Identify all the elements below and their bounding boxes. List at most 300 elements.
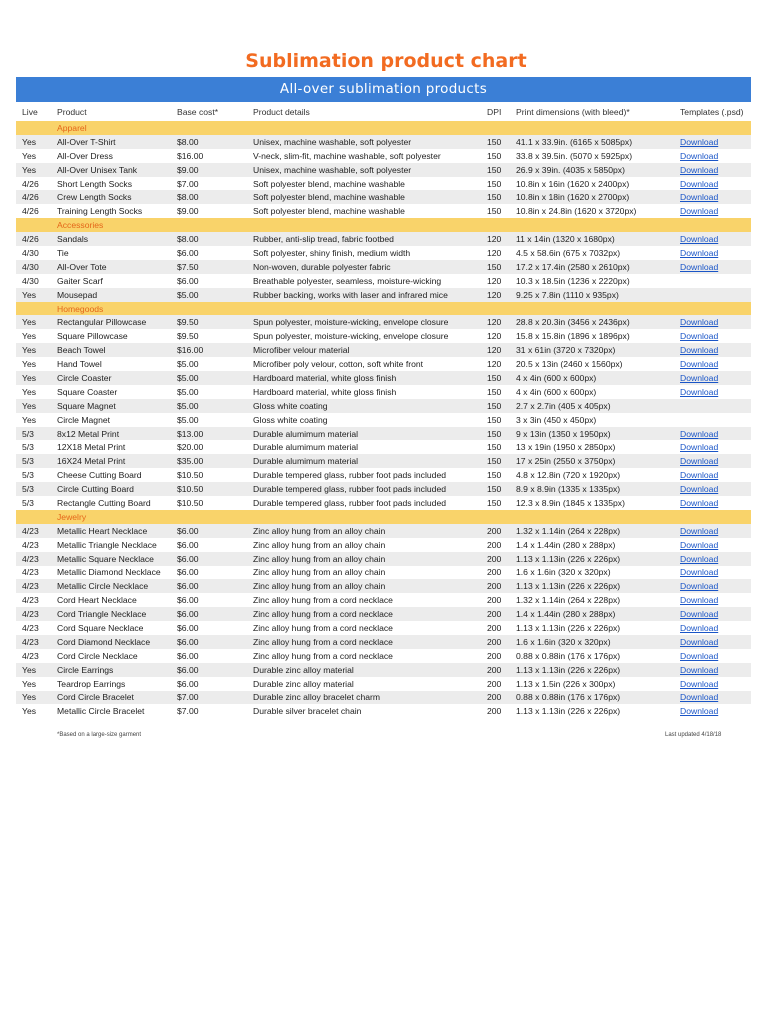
download-template-link[interactable]: Download [680, 553, 719, 564]
download-template-link[interactable]: Download [680, 317, 719, 328]
cell-dpi: 150 [481, 149, 510, 163]
download-template-link[interactable]: Download [680, 650, 719, 661]
cell-base-cost: $7.50 [171, 260, 247, 274]
cell-dpi: 200 [481, 552, 510, 566]
section-row [16, 510, 751, 524]
table-row [16, 260, 751, 274]
download-template-link[interactable]: Download [680, 636, 719, 647]
cell-template [674, 413, 751, 427]
cell-template [674, 288, 751, 302]
cell-template [674, 204, 751, 218]
cell-live: 5/3 [16, 440, 51, 454]
cell-live: 5/3 [16, 496, 51, 510]
cell-product: Mousepad [51, 288, 171, 302]
cell-base-cost: $9.00 [171, 204, 247, 218]
table-row [16, 538, 751, 552]
cell-details: Soft polyester blend, machine washable [247, 177, 481, 191]
cell-print-dimensions: 9.25 x 7.8in (1110 x 935px) [510, 288, 674, 302]
cell-base-cost: $16.00 [171, 343, 247, 357]
cell-details: Breathable polyester, seamless, moisture-wicking [247, 274, 481, 288]
cell-base-cost: $7.00 [171, 691, 247, 705]
cell-product: 8x12 Metal Print [51, 427, 171, 441]
cell-details: Microfiber velour material [247, 343, 481, 357]
cell-dpi: 120 [481, 315, 510, 329]
cell-base-cost: $6.00 [171, 579, 247, 593]
cell-live: 4/26 [16, 190, 51, 204]
cell-print-dimensions: 17.2 x 17.4in (2580 x 2610px) [510, 260, 674, 274]
table-row [16, 163, 751, 177]
table-row [16, 552, 751, 566]
cell-template [674, 607, 751, 621]
table-row [16, 663, 751, 677]
download-template-link[interactable]: Download [680, 331, 719, 342]
download-template-link[interactable]: Download [680, 484, 719, 495]
cell-details: Rubber, anti-slip tread, fabric footbed [247, 232, 481, 246]
cell-print-dimensions: 3 x 3in (450 x 450px) [510, 413, 674, 427]
header-dpi: DPI [487, 107, 502, 117]
download-template-link[interactable]: Download [680, 664, 719, 675]
cell-dpi: 200 [481, 704, 510, 718]
cell-live: 4/23 [16, 579, 51, 593]
cell-product: Metallic Triangle Necklace [51, 538, 171, 552]
cell-product: Training Length Socks [51, 204, 171, 218]
cell-dpi: 150 [481, 413, 510, 427]
cell-dpi: 120 [481, 232, 510, 246]
cell-details: Gloss white coating [247, 399, 481, 413]
download-template-link[interactable]: Download [680, 581, 719, 592]
cell-details: Microfiber poly velour, cotton, soft white front [247, 357, 481, 371]
cell-template [674, 135, 751, 149]
download-template-link[interactable]: Download [680, 525, 719, 536]
cell-dpi: 200 [481, 649, 510, 663]
cell-dpi: 150 [481, 399, 510, 413]
cell-base-cost: $6.00 [171, 538, 247, 552]
cell-base-cost: $6.00 [171, 524, 247, 538]
cell-dpi: 200 [481, 621, 510, 635]
cell-details: Durable zinc alloy bracelet charm [247, 691, 481, 705]
cell-base-cost: $6.00 [171, 552, 247, 566]
cell-print-dimensions: 10.8in x 18in (1620 x 2700px) [510, 190, 674, 204]
download-template-link[interactable]: Download [680, 497, 719, 508]
cell-template [674, 399, 751, 413]
table-row [16, 427, 751, 441]
table-row [16, 704, 751, 718]
cell-product: Gaiter Scarf [51, 274, 171, 288]
cell-live: 4/23 [16, 538, 51, 552]
section-title: Homegoods [51, 302, 751, 316]
cell-base-cost: $9.00 [171, 163, 247, 177]
cell-live: 4/26 [16, 204, 51, 218]
cell-product: Cord Diamond Necklace [51, 635, 171, 649]
download-template-link[interactable]: Download [680, 261, 719, 272]
cell-print-dimensions: 41.1 x 33.9in. (6165 x 5085px) [510, 135, 674, 149]
cell-product: Teardrop Earrings [51, 677, 171, 691]
cell-details: Gloss white coating [247, 413, 481, 427]
cell-print-dimensions: 1.13 x 1.5in (226 x 300px) [510, 677, 674, 691]
page-title: Sublimation product chart [245, 50, 527, 72]
cell-template [674, 177, 751, 191]
table-row [16, 177, 751, 191]
cell-live: Yes [16, 329, 51, 343]
table-row [16, 246, 751, 260]
cell-live: Yes [16, 163, 51, 177]
cell-template [674, 649, 751, 663]
table-row [16, 329, 751, 343]
cell-template [674, 329, 751, 343]
cell-details: Soft polyester, shiny finish, medium width [247, 246, 481, 260]
download-template-link[interactable]: Download [680, 442, 719, 453]
cell-details: Spun polyester, moisture-wicking, envelope closure [247, 329, 481, 343]
cell-print-dimensions: 1.13 x 1.13in (226 x 226px) [510, 579, 674, 593]
cell-live: 4/23 [16, 607, 51, 621]
cell-print-dimensions: 2.7 x 2.7in (405 x 405px) [510, 399, 674, 413]
cell-dpi: 150 [481, 163, 510, 177]
cell-base-cost: $5.00 [171, 357, 247, 371]
cell-template [674, 440, 751, 454]
cell-product: Metallic Heart Necklace [51, 524, 171, 538]
cell-live: 4/26 [16, 232, 51, 246]
table-banner: All-over sublimation products [16, 77, 751, 102]
cell-dpi: 120 [481, 329, 510, 343]
cell-product: Cord Circle Bracelet [51, 691, 171, 705]
section-spacer [16, 302, 51, 316]
cell-base-cost: $8.00 [171, 135, 247, 149]
cell-template [674, 246, 751, 260]
cell-print-dimensions: 1.4 x 1.44in (280 x 288px) [510, 538, 674, 552]
cell-print-dimensions: 17 x 25in (2550 x 3750px) [510, 454, 674, 468]
download-template-link[interactable]: Download [680, 678, 719, 689]
cell-dpi: 200 [481, 663, 510, 677]
cell-product: Tie [51, 246, 171, 260]
cell-print-dimensions: 8.9 x 8.9in (1335 x 1335px) [510, 482, 674, 496]
cell-details: Durable zinc alloy material [247, 677, 481, 691]
cell-template [674, 621, 751, 635]
download-template-link[interactable]: Download [680, 359, 719, 370]
cell-dpi: 150 [481, 468, 510, 482]
cell-print-dimensions: 1.13 x 1.13in (226 x 226px) [510, 552, 674, 566]
cell-product: Circle Cutting Board [51, 482, 171, 496]
table-row [16, 691, 751, 705]
cell-details: Durable tempered glass, rubber foot pads included [247, 468, 481, 482]
download-template-link[interactable]: Download [680, 345, 719, 356]
cell-dpi: 200 [481, 524, 510, 538]
header-live: Live [22, 107, 38, 117]
cell-live: Yes [16, 385, 51, 399]
cell-live: Yes [16, 288, 51, 302]
cell-product: Square Coaster [51, 385, 171, 399]
download-template-link[interactable]: Download [680, 247, 719, 258]
cell-details: Zinc alloy hung from an alloy chain [247, 566, 481, 580]
download-template-link[interactable]: Download [680, 609, 719, 620]
cell-details: Durable alumimum material [247, 427, 481, 441]
table-row [16, 579, 751, 593]
cell-print-dimensions: 20.5 x 13in (2460 x 1560px) [510, 357, 674, 371]
cell-live: Yes [16, 399, 51, 413]
cell-product: Rectangle Cutting Board [51, 496, 171, 510]
cell-template [674, 371, 751, 385]
table-row [16, 496, 751, 510]
section-title: Jewelry [51, 510, 751, 524]
cell-template [674, 190, 751, 204]
cell-dpi: 150 [481, 440, 510, 454]
cell-print-dimensions: 4.8 x 12.8in (720 x 1920px) [510, 468, 674, 482]
cell-details: Durable alumimum material [247, 454, 481, 468]
cell-print-dimensions: 10.8in x 24.8in (1620 x 3720px) [510, 204, 674, 218]
cell-details: Zinc alloy hung from a cord necklace [247, 621, 481, 635]
cell-dpi: 200 [481, 579, 510, 593]
header-base-cost: Base cost* [177, 107, 219, 117]
header-details: Product details [253, 107, 310, 117]
cell-template [674, 482, 751, 496]
table-row [16, 399, 751, 413]
cell-details: Soft polyester blend, machine washable [247, 190, 481, 204]
cell-dpi: 200 [481, 635, 510, 649]
download-template-link[interactable]: Download [680, 206, 719, 217]
download-template-link[interactable]: Download [680, 567, 719, 578]
cell-print-dimensions: 28.8 x 20.3in (3456 x 2436px) [510, 315, 674, 329]
cell-live: Yes [16, 677, 51, 691]
cell-base-cost: $10.50 [171, 482, 247, 496]
download-template-link[interactable]: Download [680, 178, 719, 189]
cell-product: Square Pillowcase [51, 329, 171, 343]
cell-base-cost: $13.00 [171, 427, 247, 441]
cell-print-dimensions: 4 x 4in (600 x 600px) [510, 371, 674, 385]
cell-base-cost: $6.00 [171, 677, 247, 691]
cell-print-dimensions: 1.6 x 1.6in (320 x 320px) [510, 566, 674, 580]
cell-print-dimensions: 12.3 x 8.9in (1845 x 1335px) [510, 496, 674, 510]
download-template-link[interactable]: Download [680, 234, 719, 245]
cell-product: Cheese Cutting Board [51, 468, 171, 482]
cell-details: Spun polyester, moisture-wicking, envelope closure [247, 315, 481, 329]
cell-live: Yes [16, 135, 51, 149]
cell-print-dimensions: 4.5 x 58.6in (675 x 7032px) [510, 246, 674, 260]
cell-template [674, 663, 751, 677]
cell-product: Square Magnet [51, 399, 171, 413]
cell-dpi: 150 [481, 135, 510, 149]
cell-product: Cord Square Necklace [51, 621, 171, 635]
section-row [16, 121, 751, 135]
cell-live: 4/30 [16, 274, 51, 288]
cell-template [674, 385, 751, 399]
table-row [16, 468, 751, 482]
cell-live: 4/30 [16, 260, 51, 274]
cell-template [674, 163, 751, 177]
table-row [16, 566, 751, 580]
cell-base-cost: $6.00 [171, 246, 247, 260]
cell-live: 5/3 [16, 468, 51, 482]
cell-details: Zinc alloy hung from a cord necklace [247, 649, 481, 663]
cell-product: Metallic Circle Bracelet [51, 704, 171, 718]
download-template-link[interactable]: Download [680, 428, 719, 439]
cell-template [674, 704, 751, 718]
cell-base-cost: $5.00 [171, 385, 247, 399]
cell-live: Yes [16, 357, 51, 371]
table-header-row [16, 103, 751, 121]
cell-live: Yes [16, 343, 51, 357]
cell-product: Cord Heart Necklace [51, 593, 171, 607]
cell-dpi: 120 [481, 357, 510, 371]
cell-dpi: 200 [481, 677, 510, 691]
download-template-link[interactable]: Download [680, 150, 719, 161]
cell-base-cost: $16.00 [171, 149, 247, 163]
table-body [16, 121, 751, 718]
cell-dpi: 150 [481, 371, 510, 385]
download-template-link[interactable]: Download [680, 456, 719, 467]
table-row [16, 232, 751, 246]
cell-base-cost: $6.00 [171, 566, 247, 580]
cell-details: Soft polyester blend, machine washable [247, 204, 481, 218]
download-template-link[interactable]: Download [680, 706, 719, 717]
cell-details: Zinc alloy hung from an alloy chain [247, 579, 481, 593]
cell-details: Rubber backing, works with laser and infrared mice [247, 288, 481, 302]
cell-template [674, 691, 751, 705]
cell-live: 4/23 [16, 552, 51, 566]
cell-details: Zinc alloy hung from a cord necklace [247, 607, 481, 621]
cell-print-dimensions: 1.32 x 1.14in (264 x 228px) [510, 593, 674, 607]
cell-dpi: 150 [481, 482, 510, 496]
download-template-link[interactable]: Download [680, 386, 719, 397]
table-row [16, 413, 751, 427]
cell-product: Cord Triangle Necklace [51, 607, 171, 621]
cell-details: Durable tempered glass, rubber foot pads included [247, 482, 481, 496]
table-row [16, 190, 751, 204]
cell-base-cost: $8.00 [171, 232, 247, 246]
cell-dpi: 120 [481, 274, 510, 288]
download-template-link[interactable]: Download [680, 136, 719, 147]
cell-product: Metallic Diamond Necklace [51, 566, 171, 580]
cell-details: Unisex, machine washable, soft polyester [247, 163, 481, 177]
download-template-link[interactable]: Download [680, 539, 719, 550]
cell-print-dimensions: 15.8 x 15.8in (1896 x 1896px) [510, 329, 674, 343]
cell-live: 4/23 [16, 593, 51, 607]
download-template-link[interactable]: Download [680, 372, 719, 383]
cell-template [674, 552, 751, 566]
cell-product: Circle Magnet [51, 413, 171, 427]
cell-product: Circle Earrings [51, 663, 171, 677]
cell-template [674, 427, 751, 441]
cell-print-dimensions: 10.8in x 16in (1620 x 2400px) [510, 177, 674, 191]
table-row [16, 204, 751, 218]
cell-product: All-Over T-Shirt [51, 135, 171, 149]
cell-product: Metallic Square Necklace [51, 552, 171, 566]
table-row [16, 288, 751, 302]
table-row [16, 343, 751, 357]
header-print-dimensions: Print dimensions (with bleed)* [516, 107, 630, 117]
cell-live: 5/3 [16, 454, 51, 468]
cell-base-cost: $10.50 [171, 496, 247, 510]
section-spacer [16, 121, 51, 135]
cell-product: Cord Circle Necklace [51, 649, 171, 663]
table-row [16, 440, 751, 454]
cell-print-dimensions: 1.13 x 1.13in (226 x 226px) [510, 621, 674, 635]
cell-product: All-Over Dress [51, 149, 171, 163]
download-template-link[interactable]: Download [680, 692, 719, 703]
download-template-link[interactable]: Download [680, 595, 719, 606]
cell-template [674, 315, 751, 329]
cell-print-dimensions: 10.3 x 18.5in (1236 x 2220px) [510, 274, 674, 288]
cell-template [674, 357, 751, 371]
cell-print-dimensions: 1.13 x 1.13in (226 x 226px) [510, 704, 674, 718]
cell-live: 4/23 [16, 621, 51, 635]
cell-base-cost: $6.00 [171, 649, 247, 663]
cell-template [674, 260, 751, 274]
cell-product: Rectangular Pillowcase [51, 315, 171, 329]
cell-template [674, 232, 751, 246]
cell-details: Durable zinc alloy material [247, 663, 481, 677]
cell-dpi: 120 [481, 288, 510, 302]
cell-details: V-neck, slim-fit, machine washable, soft polyester [247, 149, 481, 163]
cell-product: Hand Towel [51, 357, 171, 371]
cell-product: Short Length Socks [51, 177, 171, 191]
cell-base-cost: $5.00 [171, 413, 247, 427]
cell-dpi: 200 [481, 593, 510, 607]
cell-dpi: 200 [481, 538, 510, 552]
cell-live: Yes [16, 371, 51, 385]
product-table [16, 103, 751, 718]
cell-live: 5/3 [16, 427, 51, 441]
cell-base-cost: $6.00 [171, 607, 247, 621]
cell-product: Beach Towel [51, 343, 171, 357]
cell-product: All-Over Tote [51, 260, 171, 274]
cell-dpi: 120 [481, 343, 510, 357]
cell-details: Unisex, machine washable, soft polyester [247, 135, 481, 149]
cell-print-dimensions: 0.88 x 0.88in (176 x 176px) [510, 691, 674, 705]
cell-product: Metallic Circle Necklace [51, 579, 171, 593]
cell-product: 12X18 Metal Print [51, 440, 171, 454]
cell-base-cost: $6.00 [171, 635, 247, 649]
cell-base-cost: $10.50 [171, 468, 247, 482]
section-title: Accessories [51, 218, 751, 232]
cell-template [674, 343, 751, 357]
table-row [16, 607, 751, 621]
table-row [16, 385, 751, 399]
download-template-link[interactable]: Download [680, 164, 719, 175]
cell-print-dimensions: 1.6 x 1.6in (320 x 320px) [510, 635, 674, 649]
cell-product: Sandals [51, 232, 171, 246]
cell-base-cost: $7.00 [171, 704, 247, 718]
cell-template [674, 677, 751, 691]
cell-base-cost: $35.00 [171, 454, 247, 468]
download-template-link[interactable]: Download [680, 623, 719, 633]
cell-base-cost: $6.00 [171, 274, 247, 288]
footnote: *Based on a large-size garment [57, 732, 142, 738]
cell-base-cost: $9.50 [171, 329, 247, 343]
download-template-link[interactable]: Download [680, 470, 719, 481]
download-template-link[interactable]: Download [680, 192, 719, 203]
cell-live: 4/26 [16, 177, 51, 191]
table-row [16, 593, 751, 607]
table-row [16, 649, 751, 663]
table-row [16, 677, 751, 691]
cell-dpi: 150 [481, 190, 510, 204]
cell-details: Zinc alloy hung from an alloy chain [247, 552, 481, 566]
cell-live: Yes [16, 704, 51, 718]
cell-base-cost: $5.00 [171, 371, 247, 385]
cell-details: Hardboard material, white gloss finish [247, 371, 481, 385]
cell-dpi: 150 [481, 177, 510, 191]
section-row [16, 302, 751, 316]
cell-template [674, 635, 751, 649]
table-row [16, 482, 751, 496]
cell-live: Yes [16, 149, 51, 163]
cell-base-cost: $5.00 [171, 399, 247, 413]
cell-dpi: 200 [481, 691, 510, 705]
cell-live: 4/23 [16, 524, 51, 538]
table-row [16, 149, 751, 163]
table-row [16, 135, 751, 149]
cell-live: Yes [16, 413, 51, 427]
cell-dpi: 150 [481, 260, 510, 274]
